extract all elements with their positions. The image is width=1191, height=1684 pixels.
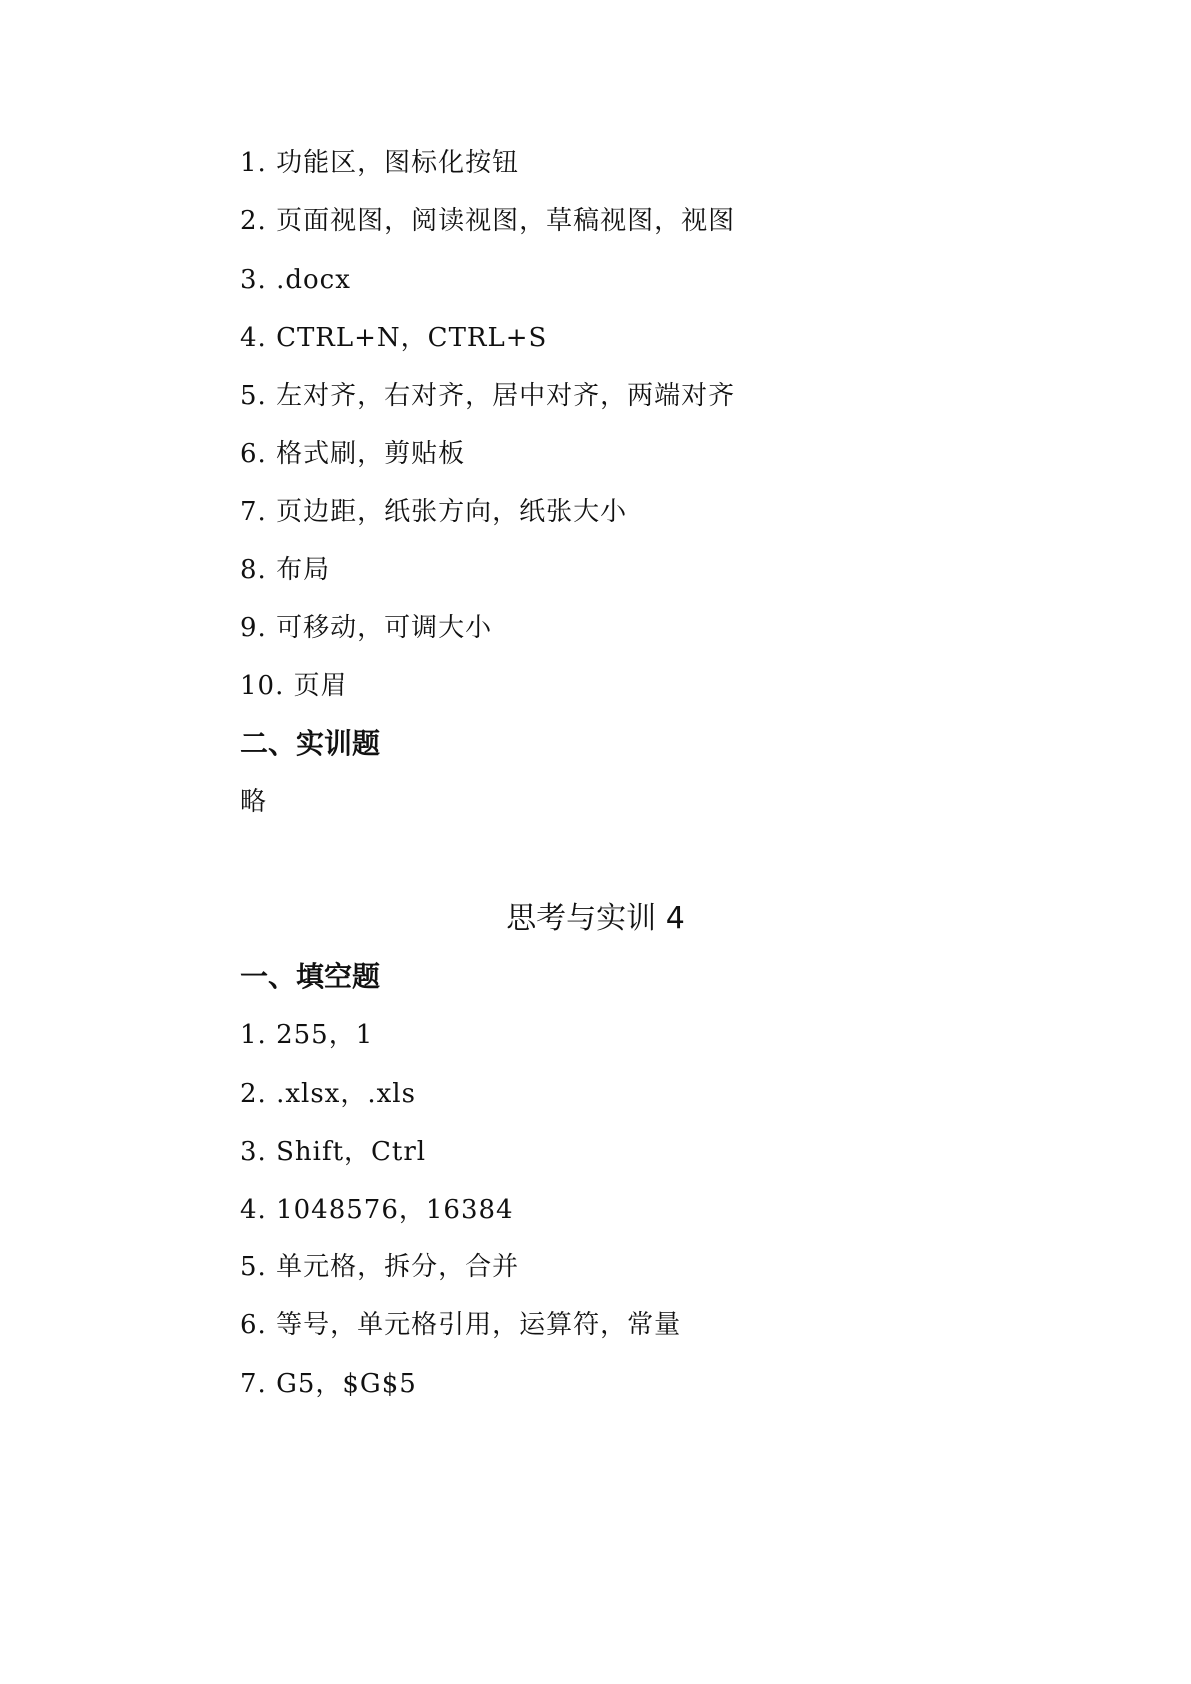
answer-line: 2. .xlsx，.xls (240, 1079, 416, 1109)
answer-line: 4. CTRL+N，CTRL+S (240, 323, 548, 353)
answer-line: 6. 等号，单元格引用，运算符，常量 (240, 1310, 682, 1340)
answer-line: 1. 255，1 (240, 1020, 374, 1050)
answer-line: 10. 页眉 (240, 671, 348, 701)
answer-line: 9. 可移动，可调大小 (240, 613, 493, 643)
practice-answer: 略 (240, 787, 268, 817)
answer-line: 6. 格式刷，剪贴板 (240, 439, 466, 469)
answer-line: 4. 1048576，16384 (240, 1195, 514, 1225)
answer-line: 5. 左对齐，右对齐，居中对齐，两端对齐 (240, 381, 736, 411)
practice-heading: 二、实训题 (240, 727, 381, 760)
answer-line: 3. Shift，Ctrl (240, 1137, 427, 1167)
answer-line: 3. .docx (240, 265, 351, 295)
answer-line: 1. 功能区，图标化按钮 (240, 148, 520, 178)
answer-line: 2. 页面视图，阅读视图，草稿视图，视图 (240, 206, 736, 236)
answer-line: 7. G5，$G$5 (240, 1369, 417, 1399)
answer-line: 8. 布局 (240, 555, 331, 585)
fill-heading: 一、填空题 (240, 960, 381, 993)
section-title: 思考与实训 4 (506, 901, 685, 936)
answer-line: 5. 单元格，拆分，合并 (240, 1252, 520, 1282)
answer-line: 7. 页边距，纸张方向，纸张大小 (240, 497, 628, 527)
